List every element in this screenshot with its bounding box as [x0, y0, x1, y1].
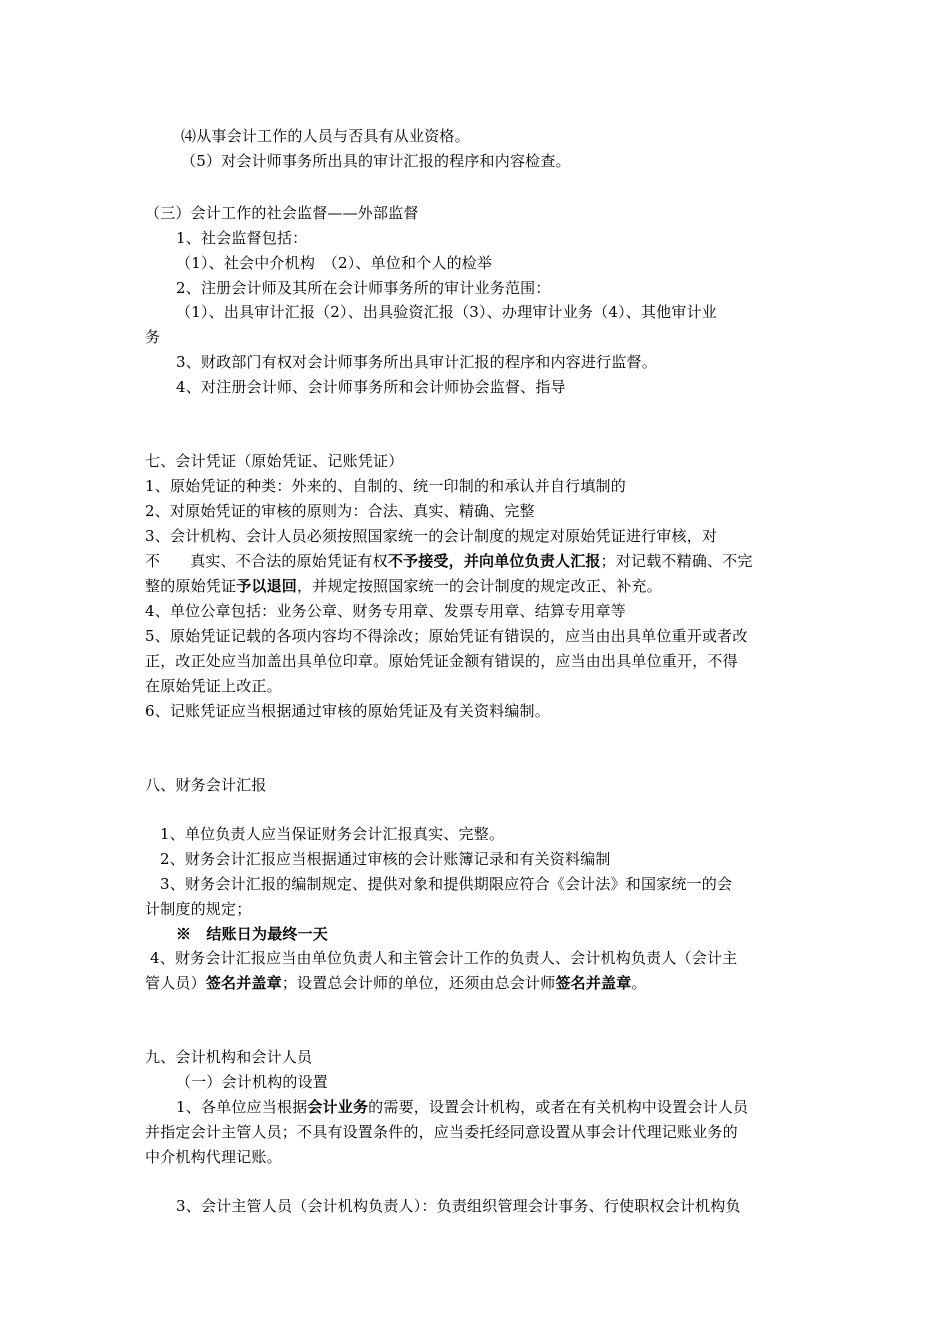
text-line: [145, 576, 662, 596]
text-segment: 真实、不合法的原始凭证有权: [190, 552, 388, 570]
text-segment: ；对记载不精确、不完: [600, 552, 753, 570]
text-segment: 的需要，设置会计机构，或者在有关机构中设置会计人员: [368, 1098, 749, 1116]
text-line: 务: [145, 328, 161, 346]
text-line: 4、对注册会计师、会计师事务所和会计师协会监督、指导: [176, 378, 566, 396]
section-heading: 八、财务会计汇报: [145, 776, 267, 794]
text-line: 5、原始凭证记载的各项内容均不得涂改；原始凭证有错误的，应当由出具单位重开或者改: [145, 627, 748, 645]
text-line: 4、单位公章包括：业务公章、财务专用章、发票专用章、结算专用章等: [145, 602, 626, 620]
text-line: 2、财务会计汇报应当根据通过审核的会计账簿记录和有关资料编制: [160, 850, 611, 868]
text-line: 在原始凭证上改正。: [145, 677, 282, 695]
section-heading: 九、会计机构和会计人员: [145, 1048, 313, 1066]
emphasis-text: 予以退回: [236, 577, 298, 595]
text-line: 4、财务会计汇报应当由单位负责人和主管会计工作的负责人、会计机构负责人（会计主: [150, 949, 738, 967]
text-line: 6、记账凭证应当根据通过审核的原始凭证及有关资料编制。: [145, 702, 550, 720]
text-segment: ，并规定按照国家统一的会计制度的规定改正、补充。: [297, 577, 662, 595]
text-line: 3、会计机构、会计人员必须按照国家统一的会计制度的规定对原始凭证进行审核，对: [145, 527, 718, 545]
text-line: 3、财务会计汇报的编制规定、提供对象和提供期限应符合《会计法》和国家统一的会: [160, 875, 733, 893]
emphasis-text: 签名并盖章: [555, 974, 632, 992]
text-segment: 整的原始凭证: [145, 577, 237, 595]
text-segment: ；设置总会计师的单位，还须由总会计师: [281, 974, 556, 992]
emphasis-line: ※ 结账日为最终一天: [176, 925, 329, 943]
text-line: （5）对会计师事务所出具的审计汇报的程序和内容检查。: [181, 152, 571, 170]
text-line: 计制度的规定；: [145, 900, 252, 918]
text-line: 2、注册会计师及其所在会计师事务所的审计业务范围：: [176, 279, 551, 297]
text-line: ⑷从事会计工作的人员与否具有从业资格。: [181, 127, 470, 145]
text-line: [176, 1097, 748, 1117]
emphasis-text: 不予接受，并向单位负责人汇报: [387, 552, 601, 570]
text-line: 3、财政部门有权对会计师事务所出具审计汇报的程序和内容进行监督。: [176, 353, 657, 371]
emphasis-text: 会计业务: [307, 1098, 369, 1116]
text-line: （1）、出具审计汇报（2）、出具验资汇报（3）、办理审计业务（4）、其他审计业: [176, 303, 717, 321]
text-segment: 管人员）: [145, 974, 206, 992]
text-line: [145, 973, 647, 993]
text-line: 1、单位负责人应当保证财务会计汇报真实、完整。: [160, 825, 505, 843]
text-line: （1）、社会中介机构 （2）、单位和个人的检举: [176, 254, 493, 272]
text-segment: 。: [631, 974, 647, 992]
section-heading: （三）会计工作的社会监督——外部监督: [145, 204, 419, 222]
section-heading: 七、会计凭证（原始凭证、记账凭证）: [145, 452, 404, 470]
text-line: 正，改正处应当加盖出具单位印章。原始凭证金额有错误的，应当由出具单位重开，不得: [145, 652, 738, 670]
subsection-heading: （一）会计机构的设置: [176, 1073, 329, 1091]
text-line: 并指定会计主管人员；不具有设置条件的，应当委托经同意设置从事会计代理记账业务的: [145, 1123, 738, 1141]
text-line: 2、对原始凭证的审核的原则为：合法、真实、精确、完整: [145, 502, 535, 520]
text-segment: 1、各单位应当根据: [176, 1098, 308, 1116]
text-line: [145, 551, 753, 571]
text-line: 中介机构代理记账。: [145, 1148, 282, 1166]
text-line: 3、会计主管人员（会计机构负责人）：负责组织管理会计事务、行使职权会计机构负: [176, 1197, 741, 1215]
text-line: 1、社会监督包括：: [176, 229, 308, 247]
emphasis-text: 签名并盖章: [205, 974, 282, 992]
text-segment: 不: [145, 552, 161, 570]
text-line: 1、原始凭证的种类：外来的、自制的、统一印制的和承认并自行填制的: [145, 477, 626, 495]
